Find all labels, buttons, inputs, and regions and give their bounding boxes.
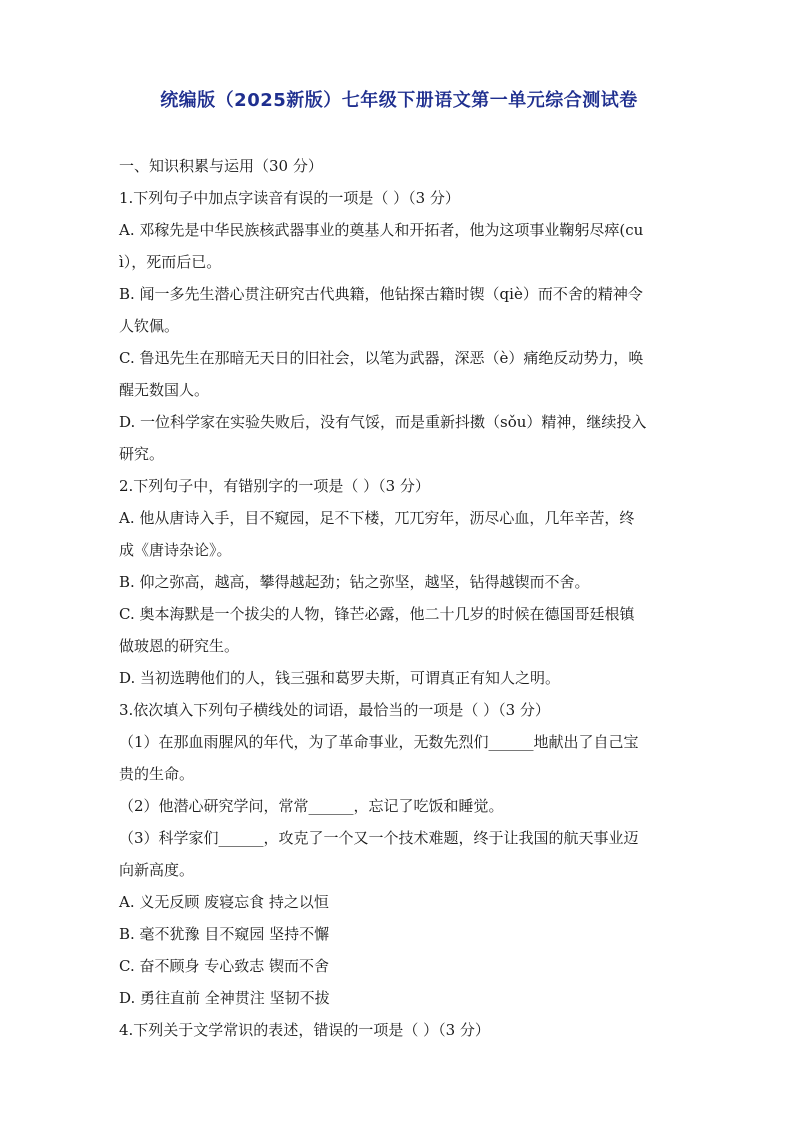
question-3-option-a: A. 义无反顾 废寝忘食 持之以恒 — [119, 893, 329, 911]
question-1-option-d-line-2: 研究。 — [119, 445, 165, 463]
section-heading: 一、知识积累与运用（30 分） — [119, 157, 323, 175]
question-2-option-d: D. 当初选聘他们的人，钱三强和葛罗夫斯，可谓真正有知人之明。 — [119, 669, 561, 687]
exam-page — [119, 80, 679, 1046]
question-3-stem: 3.依次填入下列句子横线处的词语，最恰当的一项是（ ）（3 分） — [119, 701, 550, 719]
question-3 — [119, 694, 679, 1014]
question-1-option-b-line-2: 人钦佩。 — [119, 317, 180, 335]
question-2-option-c-line-2: 做玻恩的研究生。 — [119, 637, 240, 655]
question-3-sentence-2: （2）他潜心研究学问，常常______，忘记了吃饭和睡觉。 — [119, 797, 504, 815]
exam-title: 统编版（2025新版）七年级下册语文第一单元综合测试卷 — [160, 90, 638, 111]
question-3-sentence-1-line-2: 贵的生命。 — [119, 765, 195, 783]
question-3-sentence-3-line-1: （3）科学家们______，攻克了一个又一个技术难题，终于让我国的航天事业迈 — [119, 829, 639, 847]
question-3-option-b: B. 毫不犹豫 目不窥园 坚持不懈 — [119, 925, 330, 943]
question-1-option-a-line-1: A. 邓稼先是中华民族核武器事业的奠基人和开拓者，他为这项事业鞠躬尽瘁(cu — [119, 221, 644, 239]
question-2-stem: 2.下列句子中，有错别字的一项是（ ）（3 分） — [119, 477, 430, 495]
question-2-option-a-line-2: 成《唐诗杂论》。 — [119, 541, 232, 559]
question-3-option-d: D. 勇往直前 全神贯注 坚韧不拔 — [119, 989, 330, 1007]
question-2-option-a-line-1: A. 他从唐诗入手，目不窥园，足不下楼，兀兀穷年，沥尽心血，几年辛苦，终 — [119, 509, 635, 527]
question-1-option-a-line-2: ì），死而后已。 — [119, 253, 222, 271]
question-2-option-c-line-1: C. 奥本海默是一个拔尖的人物，锋芒必露，他二十几岁的时候在德国哥廷根镇 — [119, 605, 635, 623]
question-1-option-b-line-1: B. 闻一多先生潜心贯注研究古代典籍，他钻探古籍时锲（qiè）而不舍的精神令 — [119, 285, 643, 303]
question-3-sentence-3-line-2: 向新高度。 — [119, 861, 195, 879]
question-1-option-d-line-1: D. 一位科学家在实验失败后，没有气馁，而是重新抖擞（sǒu）精神，继续投入 — [119, 413, 647, 431]
question-1-stem: 1.下列句子中加点字读音有误的一项是（ ）（3 分） — [119, 189, 460, 207]
question-4-stem: 4.下列关于文学常识的表述，错误的一项是（ ）（3 分） — [119, 1021, 490, 1039]
question-3-option-c: C. 奋不顾身 专心致志 锲而不舍 — [119, 957, 330, 975]
question-1-option-c-line-1: C. 鲁迅先生在那暗无天日的旧社会，以笔为武器，深恶（è）痛绝反动势力，唤 — [119, 349, 644, 367]
question-1 — [119, 182, 679, 470]
question-2 — [119, 470, 679, 694]
question-1-option-c-line-2: 醒无数国人。 — [119, 381, 210, 399]
question-3-sentence-1-line-1: （1）在那血雨腥风的年代，为了革命事业，无数先烈们______地献出了自己宝 — [119, 733, 639, 751]
question-2-option-b: B. 仰之弥高，越高，攀得越起劲；钻之弥坚，越坚，钻得越锲而不舍。 — [119, 573, 590, 591]
question-4 — [119, 1014, 679, 1046]
